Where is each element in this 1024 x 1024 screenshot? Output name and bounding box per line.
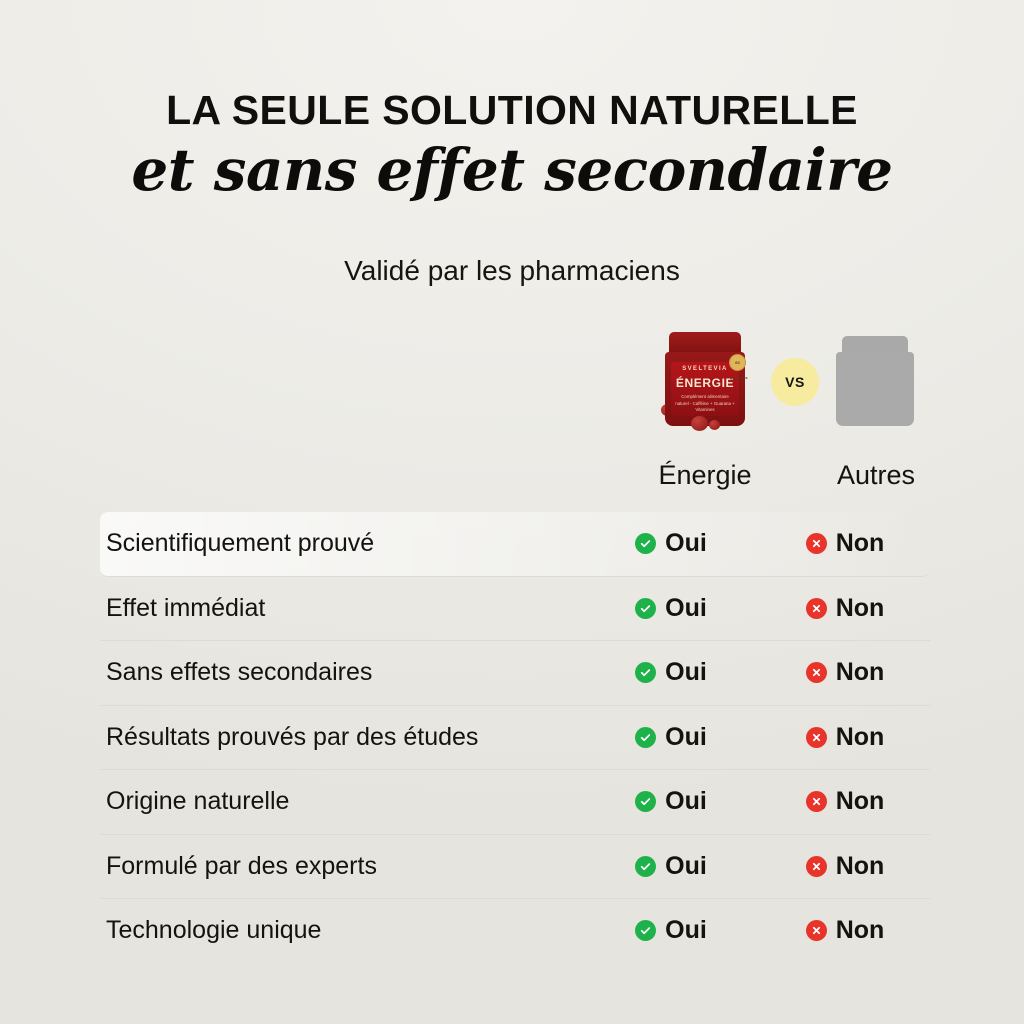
cell-autres	[760, 658, 930, 687]
check-icon	[635, 791, 656, 812]
column-header-autres: Autres	[836, 460, 916, 490]
cell-value: Non	[835, 722, 885, 751]
check-icon	[635, 533, 656, 554]
page-subtitle: Validé par les pharmaciens	[344, 255, 680, 287]
product-badge: 60 gummies	[729, 354, 746, 371]
cell-value: Oui	[665, 916, 707, 945]
cell-autres	[760, 594, 930, 623]
cross-icon	[806, 533, 827, 554]
feature-label: Scientifiquement prouvé	[106, 529, 375, 558]
cell-value: Non	[835, 658, 885, 687]
feature-label: Origine naturelle	[106, 787, 290, 816]
table-row	[100, 577, 930, 642]
column-header-energie: Énergie	[658, 460, 752, 490]
cell-energie	[586, 658, 756, 687]
check-icon	[635, 727, 656, 748]
cell-autres	[760, 852, 930, 881]
cell-value: Oui	[665, 722, 707, 751]
cell-energie	[586, 852, 756, 881]
cross-icon	[806, 662, 827, 683]
cell-energie	[586, 723, 756, 752]
feature-label: Technologie unique	[106, 916, 322, 945]
product-description: Complément alimentaire naturel - Cafféine + Guarana + Vitamines	[675, 394, 735, 413]
cell-autres	[760, 916, 930, 945]
jar-label	[671, 362, 739, 416]
cell-energie	[586, 787, 756, 816]
product-image-energie	[657, 332, 753, 432]
table-row	[100, 899, 930, 963]
cross-icon	[806, 856, 827, 877]
table-row	[100, 641, 930, 706]
cell-value: Non	[835, 529, 885, 558]
feature-label: Effet immédiat	[106, 593, 266, 622]
product-name: ÉNERGIE	[675, 376, 735, 390]
cross-icon	[806, 920, 827, 941]
product-image-autres	[828, 336, 924, 436]
heading-block	[0, 0, 1024, 287]
check-icon	[635, 920, 656, 941]
cell-value: Non	[835, 851, 885, 880]
comparison-table	[100, 512, 930, 963]
cell-value: Non	[835, 916, 885, 945]
gummy-icon	[709, 420, 720, 430]
cell-value: Oui	[665, 593, 707, 622]
vs-badge: VS	[771, 358, 819, 406]
cell-energie	[586, 529, 756, 558]
cell-value: Oui	[665, 787, 707, 816]
competitor-jar-body	[836, 352, 914, 426]
jar-illustration	[661, 332, 749, 430]
cell-autres	[760, 529, 930, 558]
cell-energie	[586, 594, 756, 623]
table-row	[100, 835, 930, 900]
cell-value: Non	[835, 593, 885, 622]
check-icon	[635, 856, 656, 877]
comparison-header	[0, 332, 1024, 442]
cross-icon	[806, 598, 827, 619]
gummy-icon	[691, 416, 708, 431]
table-row	[100, 706, 930, 771]
page-title-line2: et sans effet secondaire	[131, 136, 893, 205]
cell-value: Oui	[665, 851, 707, 880]
table-row	[100, 770, 930, 835]
check-icon	[635, 598, 656, 619]
cell-value: Non	[835, 787, 885, 816]
cell-autres	[760, 787, 930, 816]
check-icon	[635, 662, 656, 683]
competitor-jar-illustration	[836, 336, 916, 428]
jar-lid	[669, 332, 741, 354]
cell-value: Oui	[665, 658, 707, 687]
product-brand: SVELTEVIA	[682, 366, 728, 372]
page-title-line1: LA SEULE SOLUTION NATURELLE	[166, 87, 858, 133]
feature-label: Formulé par des experts	[106, 851, 377, 880]
feature-label: Résultats prouvés par des études	[106, 722, 479, 751]
cross-icon	[806, 791, 827, 812]
cell-autres	[760, 723, 930, 752]
cell-energie	[586, 916, 756, 945]
cross-icon	[806, 727, 827, 748]
table-row	[100, 512, 930, 577]
feature-label: Sans effets secondaires	[106, 658, 373, 687]
cell-value: Oui	[665, 529, 707, 558]
